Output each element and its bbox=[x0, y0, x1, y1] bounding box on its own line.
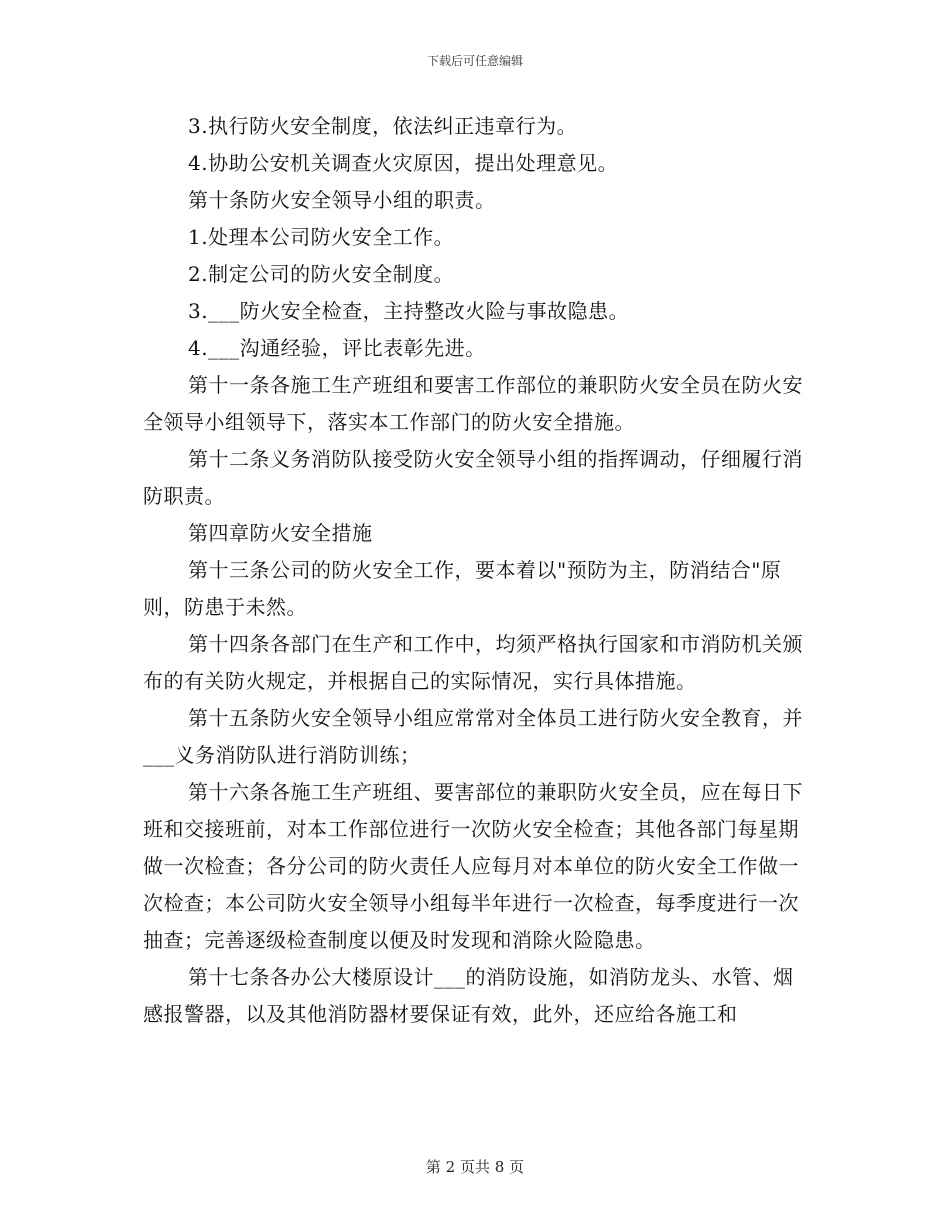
paragraph: 2.制定公司的防火安全制度。 bbox=[188, 262, 455, 286]
page-footer: 第 2 页共 8 页 bbox=[425, 1158, 525, 1176]
paragraph: 第十七条各办公大楼原设计___的消防设施，如消防龙头、水管、烟感报警器，以及其他消防器材要保证有效，此外，还应给各施工和 bbox=[143, 965, 794, 1026]
paragraph: 第十五条防火安全领导小组应常常对全体员工进行防火安全教育，并___义务消防队进行消防训练； bbox=[143, 706, 803, 767]
document-body bbox=[143, 108, 803, 1033]
page-header: 下载后可任意编辑 bbox=[426, 54, 523, 68]
paragraph: 第十三条公司的防火安全工作，要本着以"预防为主，防消结合"原则，防患于未然。 bbox=[143, 558, 782, 619]
paragraph: 1.处理本公司防火安全工作。 bbox=[188, 225, 455, 249]
paragraph: 4.协助公安机关调查火灾原因，提出处理意见。 bbox=[188, 151, 619, 175]
paragraph: 第十四条各部门在生产和工作中，均须严格执行国家和市消防机关颁布的有关防火规定，并根据自己的实际情况，实行具体措施。 bbox=[143, 632, 803, 693]
paragraph: 4.___沟通经验，评比表彰先进。 bbox=[188, 336, 486, 360]
paragraph: 第十条防火安全领导小组的职责。 bbox=[188, 188, 496, 212]
paragraph: 第十二条义务消防队接受防火安全领导小组的指挥调动，仔细履行消防职责。 bbox=[143, 447, 803, 508]
chapter-heading: 第四章防火安全措施 bbox=[188, 521, 373, 545]
paragraph: 第十六条各施工生产班组、要害部位的兼职防火安全员，应在每日下班和交接班前，对本工作部位进行一次防火安全检查；其他各部门每星期做一次检查；各分公司的防火责任人应每月对本单位的防火安全工作做一次检查；本公司防火安全领导小组每半年进行一次检查，每季度进行一次抽查；完善逐级检查制度以便及时发现和消除火险隐患。 bbox=[143, 780, 803, 952]
paragraph: 3.___防火安全检查，主持整改火险与事故隐患。 bbox=[188, 299, 630, 323]
paragraph: 第十一条各施工生产班组和要害工作部位的兼职防火安全员在防火安全领导小组领导下，落实本工作部门的防火安全措施。 bbox=[143, 373, 803, 434]
paragraph: 3.执行防火安全制度，依法纠正违章行为。 bbox=[188, 114, 578, 138]
